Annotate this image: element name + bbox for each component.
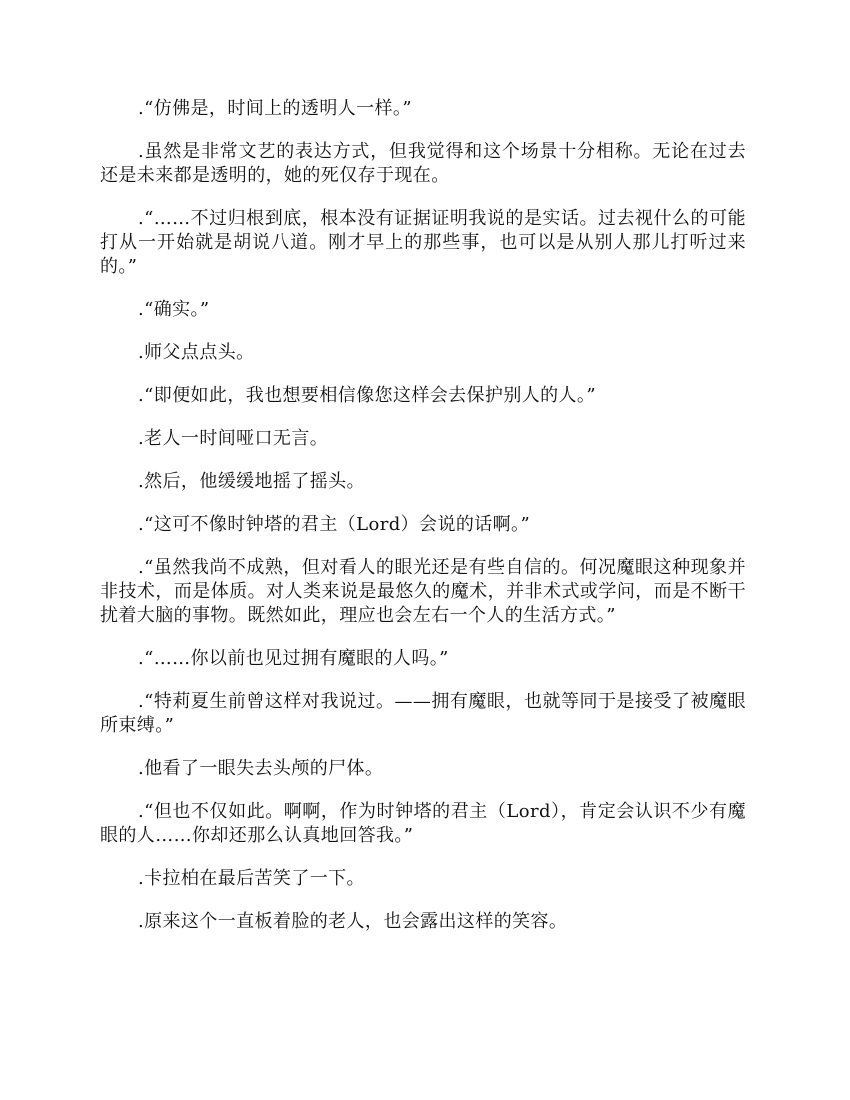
paragraph: .“但也不仅如此。啊啊，作为时钟塔的君主（Lord），肯定会认识不少有魔眼的人……你却还那么认真地回答我。” [100, 801, 746, 846]
paragraph: .卡拉柏在最后苦笑了一下。 [138, 868, 365, 889]
paragraph: .“……你以前也见过拥有魔眼的人吗。” [138, 648, 449, 669]
paragraph: .“即便如此，我也想要相信像您这样会去保护别人的人。” [138, 385, 596, 406]
paragraph: .“特莉夏生前曾这样对我说过。——拥有魔眼，也就等同于是接受了被魔眼所束缚。” [100, 691, 746, 736]
document-body [100, 97, 746, 953]
paragraph: .“仿佛是，时间上的透明人一样。” [138, 98, 412, 119]
paragraph: .他看了一眼失去头颅的尸体。 [138, 758, 384, 779]
paragraph: .“这可不像时钟塔的君主（Lord）会说的话啊。” [138, 514, 531, 535]
paragraph: .原来这个一直板着脸的老人，也会露出这样的笑容。 [138, 911, 568, 932]
paragraph: .“虽然我尚不成熟，但对看人的眼光还是有些自信的。何况魔眼这种现象并非技术，而是体质。对人类来说是最悠久的魔术，并非术式或学问，而是不断干扰着大脑的事物。既然如此，理应也会左右一个人的生活方式。” [100, 557, 746, 626]
paragraph: .虽然是非常文艺的表达方式，但我觉得和这个场景十分相称。无论在过去还是未来都是透明的，她的死仅存于现在。 [100, 141, 746, 186]
paragraph: .师父点点头。 [138, 342, 255, 363]
paragraph: .然后，他缓缓地摇了摇头。 [138, 471, 365, 492]
paragraph: .“……不过归根到底，根本没有证据证明我说的是实话。过去视什么的可能打从一开始就是胡说八道。刚才早上的那些事，也可以是从别人那儿打听过来的。” [100, 208, 746, 277]
paragraph: .“确实。” [138, 299, 210, 320]
paragraph: .老人一时间哑口无言。 [138, 428, 329, 449]
